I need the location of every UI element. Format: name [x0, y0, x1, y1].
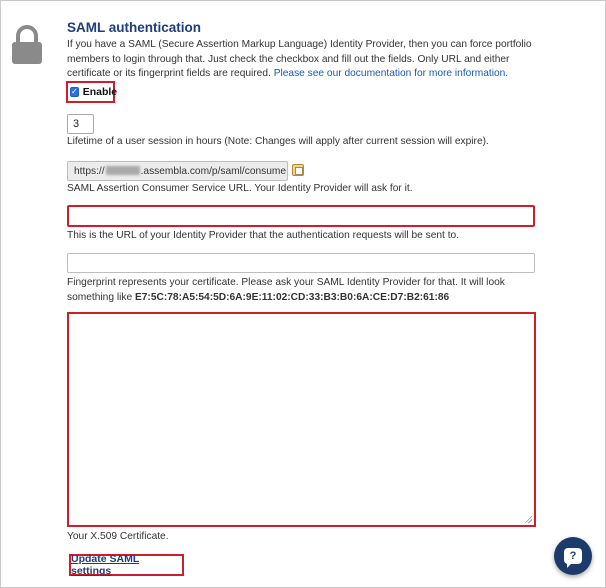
fingerprint-example: E7:5C:78:A5:54:5D:6A:9E:11:02:CD:33:B3:B0:6A:CE:D7:B2:61:86 [134, 291, 450, 303]
section-description [67, 38, 547, 82]
copy-icon[interactable] [292, 164, 304, 176]
acs-url-help: SAML Assertion Consumer Service URL. Your Identity Provider will ask for it. [67, 183, 413, 194]
fingerprint-help-block [67, 276, 547, 305]
acs-url-suffix: .assembla.com/p/saml/consume [140, 166, 287, 177]
redacted-subdomain [106, 166, 140, 175]
enable-label: Enable [82, 86, 118, 98]
acs-url-prefix: https:// [74, 166, 105, 177]
help-chat-icon: ? [564, 548, 582, 564]
description-text: If you have a SAML (Secure Assertion Markup Language) Identity Provider, then you can force portfolio members to login through that. Just check the checkbox and fill out the fields. Only URL and either certificate or its fingerprint fields are required. [67, 39, 532, 79]
session-lifetime-input[interactable]: 3 [67, 114, 94, 134]
fingerprint-input[interactable] [67, 253, 535, 273]
session-lifetime-help: Lifetime of a user session in hours (Note: Changes will apply after current session will expire). [67, 136, 489, 147]
section-title: SAML authentication [67, 20, 202, 35]
acs-url-field[interactable] [67, 161, 288, 181]
idp-url-input[interactable] [67, 205, 535, 227]
fingerprint-help: Fingerprint represents your certificate. Please ask your SAML Identity Provider for that. It will look something like [67, 277, 505, 303]
enable-checkbox[interactable]: ✓ [71, 87, 78, 96]
documentation-link[interactable]: Please see our documentation for more information. [273, 68, 509, 79]
certificate-textarea[interactable] [67, 312, 536, 527]
lock-icon [10, 24, 44, 66]
update-saml-settings-button[interactable] [69, 554, 184, 576]
resize-handle-icon[interactable] [524, 515, 532, 523]
help-chat-button[interactable] [554, 537, 592, 575]
certificate-help: Your X.509 Certificate. [67, 531, 169, 542]
enable-checkbox-row[interactable] [66, 81, 118, 103]
update-saml-settings-label: Update SAML settings [71, 553, 140, 577]
idp-url-help: This is the URL of your Identity Provider that the authentication requests will be sent to. [67, 230, 460, 241]
